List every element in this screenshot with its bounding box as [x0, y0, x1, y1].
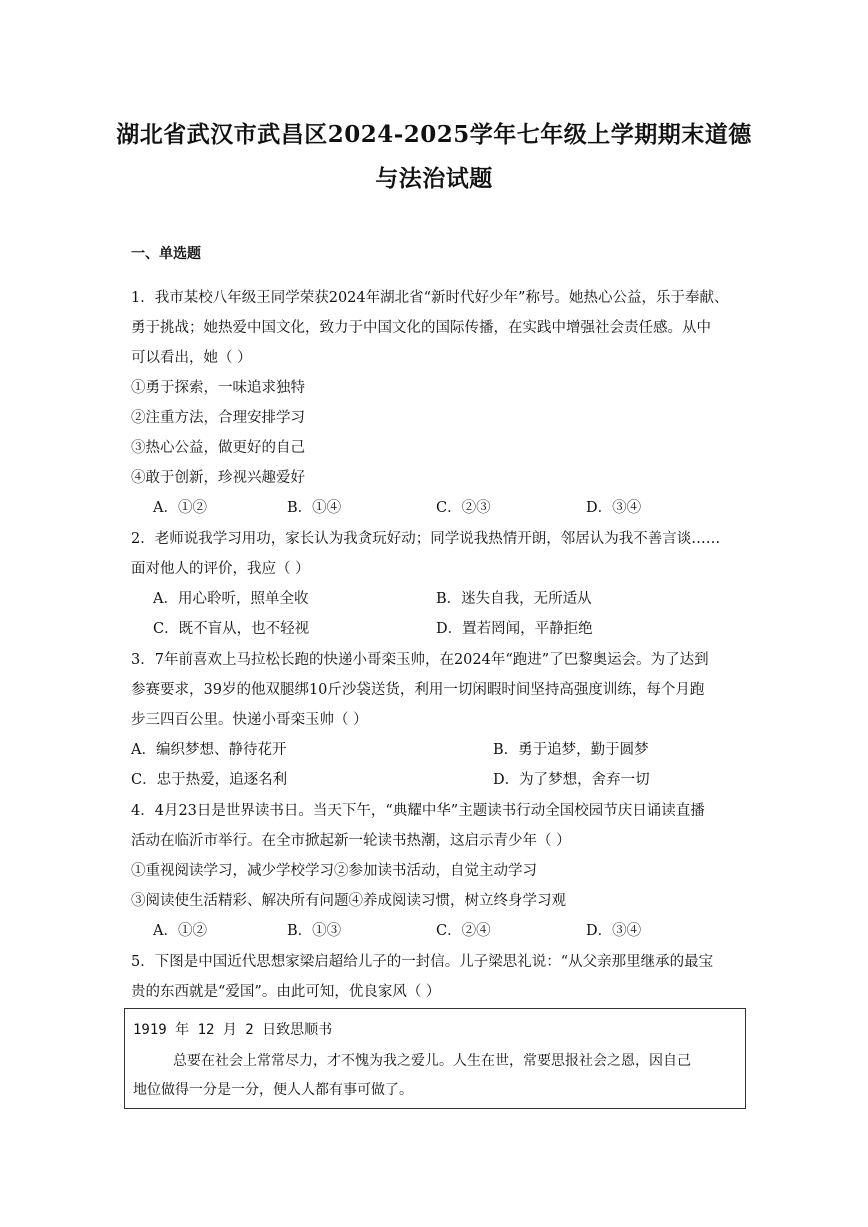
exam-title-line1: 湖北省武汉市武昌区2024-2025学年七年级上学期期末道德 — [116, 121, 752, 148]
q1-stem-line: 可以看出，她（ ） — [131, 350, 252, 366]
q3-stem-line: 参赛要求，39岁的他双腿绑10斤沙袋送货，利用一切闲暇时间坚持高强度训练，每个月跑 — [131, 682, 705, 698]
q2-stem-line: 2．老师说我学习用功，家长认为我贪玩好动；同学说我热情开朗，邻居认为我不善言谈…… — [131, 531, 721, 547]
letter-text-line: 总要在社会上常常尽力，才不愧为我之爱儿。人生在世，常要思报社会之恩，因自己 — [173, 1053, 691, 1069]
q1-option-b[interactable]: B．①④ — [287, 500, 342, 516]
q4-option-a[interactable]: A．①② — [153, 923, 207, 939]
q4-option-d[interactable]: D．③④ — [586, 923, 642, 939]
q5-stem-line: 5．下图是中国近代思想家梁启超给儿子的一封信。儿子梁思礼说：“从父亲那里继承的最宝 — [131, 954, 714, 970]
section-heading: 一、单选题 — [131, 246, 201, 262]
q2-option-b[interactable]: B．迷失自我，无所适从 — [436, 591, 592, 607]
q2-option-d[interactable]: D．置若罔闻，平静拒绝 — [436, 621, 593, 637]
q1-statement: ①勇于探索，一味追求独特 — [131, 380, 305, 396]
q1-stem-line: 1．我市某校八年级王同学荣获2024年湖北省“新时代好少年”称号。她热心公益，乐于奉献、 — [131, 290, 729, 306]
letter-text-line: 地位做得一分是一分，便人人都有事可做了。 — [133, 1082, 413, 1098]
q3-option-b[interactable]: B．勇于追梦，勤于圆梦 — [493, 742, 649, 758]
q2-option-a[interactable]: A．用心聆听，照单全收 — [153, 591, 309, 607]
letter-figure — [124, 1008, 746, 1109]
q4-option-b[interactable]: B．①③ — [287, 923, 342, 939]
q1-option-a[interactable]: A．①② — [153, 500, 207, 516]
q2-stem-line: 面对他人的评价，我应（ ） — [131, 561, 310, 577]
q3-stem-line: 步三四百公里。快递小哥栾玉帅（ ） — [131, 712, 368, 728]
q5-stem-line: 贵的东西就是“爱国”。由此可知，优良家风（ ） — [131, 984, 441, 1000]
q3-option-d[interactable]: D．为了梦想，舍弃一切 — [493, 772, 650, 788]
q4-stem-line: 4．4月23日是世界读书日。当天下午，“典耀中华”主题读书行动全国校园节庆日诵读直播 — [131, 803, 705, 819]
exam-title-line2: 与法治试题 — [375, 165, 493, 192]
q1-statement: ④敢于创新，珍视兴趣爱好 — [131, 470, 305, 486]
q2-option-c[interactable]: C．既不盲从，也不轻视 — [153, 621, 310, 637]
q4-statement: ③阅读使生活精彩、解决所有问题④养成阅读习惯，树立终身学习观 — [131, 893, 566, 909]
q4-statement: ①重视阅读学习，减少学校学习②参加读书活动，自觉主动学习 — [131, 863, 537, 879]
q1-option-d[interactable]: D．③④ — [586, 500, 642, 516]
q1-statement: ②注重方法，合理安排学习 — [131, 410, 305, 426]
q3-option-c[interactable]: C．忠于热爱，追逐名利 — [131, 772, 288, 788]
q1-statement: ③热心公益，做更好的自己 — [131, 440, 305, 456]
q4-stem-line: 活动在临沂市举行。在全市掀起新一轮读书热潮，这启示青少年（ ） — [131, 833, 571, 849]
q1-stem-line: 勇于挑战；她热爱中国文化，致力于中国文化的国际传播，在实践中增强社会责任感。从中 — [131, 320, 711, 336]
q1-option-c[interactable]: C．②③ — [436, 500, 491, 516]
q3-stem-line: 3．7年前喜欢上马拉松长跑的快递小哥栾玉帅，在2024年“跑进”了巴黎奥运会。为了达到 — [131, 652, 709, 668]
q4-option-c[interactable]: C．②④ — [436, 923, 491, 939]
q3-option-a[interactable]: A．编织梦想、静待花开 — [131, 742, 287, 758]
letter-heading: 1919 年 12 月 2 日致思顺书 — [133, 1022, 333, 1038]
